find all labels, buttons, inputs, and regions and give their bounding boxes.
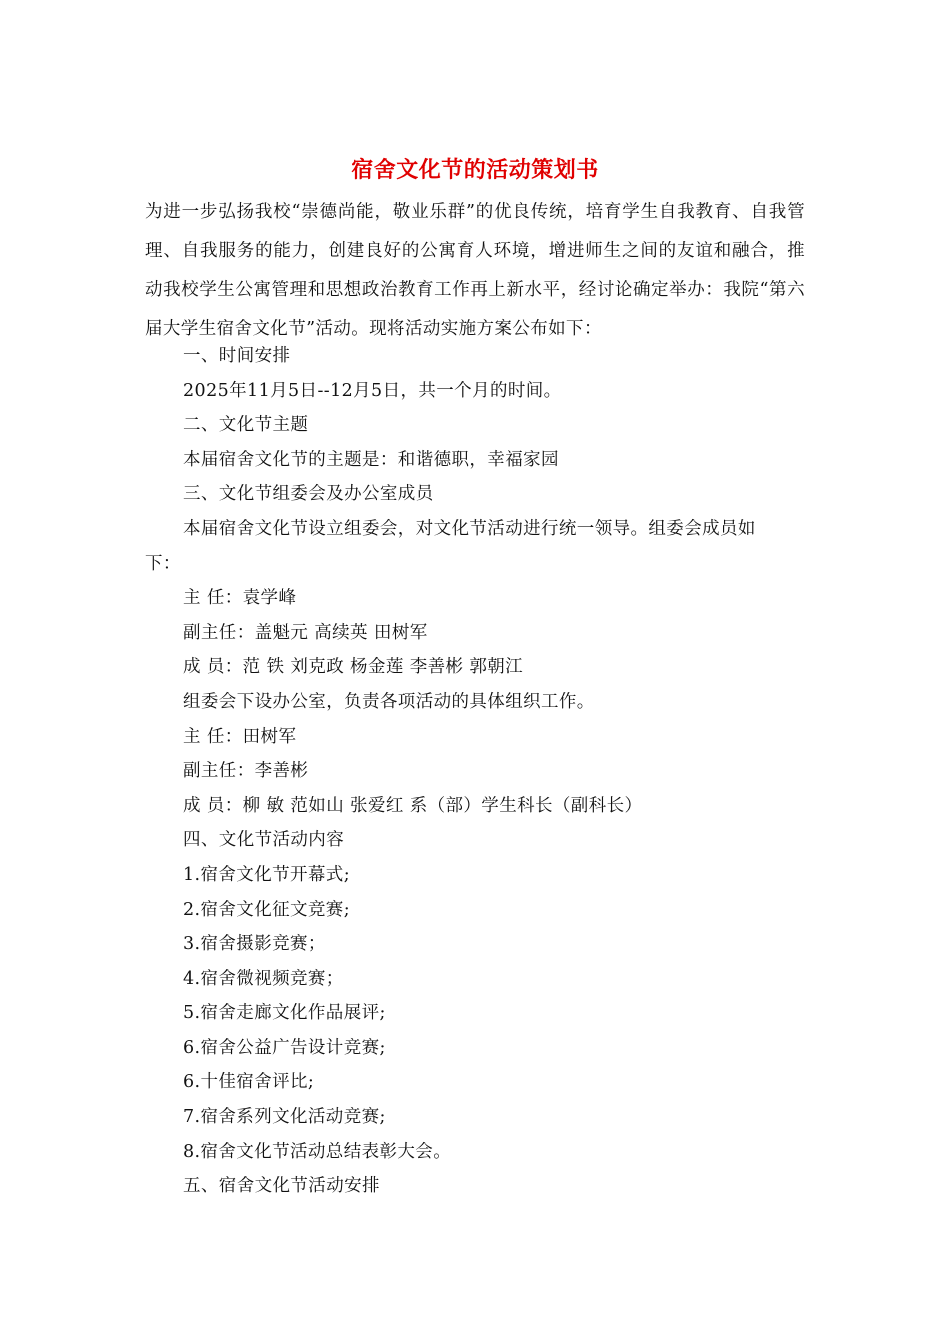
office-director: 主 任：田树军 xyxy=(183,726,297,747)
activity-item: 3.宿舍摄影竞赛； xyxy=(183,934,326,955)
office-intro: 组委会下设办公室，负责各项活动的具体组织工作。 xyxy=(183,691,595,712)
office-members: 成 员：柳 敏 范如山 张爱红 系（部）学生科长（副科长） xyxy=(183,795,643,816)
activity-item: 6.十佳宿舍评比; xyxy=(183,1072,315,1093)
activity-item: 6.宿舍公益广告设计竞赛; xyxy=(183,1037,386,1058)
section-1-heading: 一、时间安排 xyxy=(183,346,291,366)
activity-item: 4.宿舍微视频竞赛； xyxy=(183,968,344,989)
committee-deputy: 副主任：盖魁元 高续英 田树军 xyxy=(183,622,428,643)
activity-item: 5.宿舍走廊文化作品展评; xyxy=(183,1003,386,1024)
activity-item: 1.宿舍文化节开幕式; xyxy=(183,864,350,885)
committee-director: 主 任：袁学峰 xyxy=(183,588,297,609)
section-4-heading: 四、文化节活动内容 xyxy=(183,830,345,851)
section-3-heading: 三、文化节组委会及办公室成员 xyxy=(183,484,434,505)
committee-members: 成 员：范 铁 刘克政 杨金莲 李善彬 郭朝江 xyxy=(183,657,524,678)
section-2-heading: 二、文化节主题 xyxy=(183,415,309,436)
section-5-heading: 五、宿舍文化节活动安排 xyxy=(183,1176,380,1197)
document-title: 宿舍文化节的活动策划书 xyxy=(351,157,599,183)
section-2-text: 本届宿舍文化节的主题是：和谐德职，幸福家园 xyxy=(183,449,559,470)
section-1-text: 2025年11月5日--12月5日，共一个月的时间。 xyxy=(183,380,562,401)
activity-item: 8.宿舍文化节活动总结表彰大会。 xyxy=(183,1141,452,1162)
activity-item: 2.宿舍文化征文竞赛; xyxy=(183,899,350,920)
section-3-text-line-2: 下： xyxy=(145,553,181,574)
activity-item: 7.宿舍系列文化活动竞赛; xyxy=(183,1107,386,1128)
office-deputy: 副主任：李善彬 xyxy=(183,761,309,782)
document-body xyxy=(145,339,805,1204)
intro-paragraph: 为进一步弘扬我校“崇德尚能，敬业乐群”的优良传统，培育学生自我教育、自我管理、自我服务的能力，创建良好的公寓育人环境，增进师生之间的友谊和融合，推动我校学生公寓管理和思想政治教育工作再上新水平，经讨论确定举办：我院“第六届大学生宿舍文化节”活动。现将活动实施方案公布如下： xyxy=(145,202,805,339)
section-3-text-line-1: 本届宿舍文化节设立组委会，对文化节活动进行统一领导。组委会成员如 xyxy=(183,518,756,539)
